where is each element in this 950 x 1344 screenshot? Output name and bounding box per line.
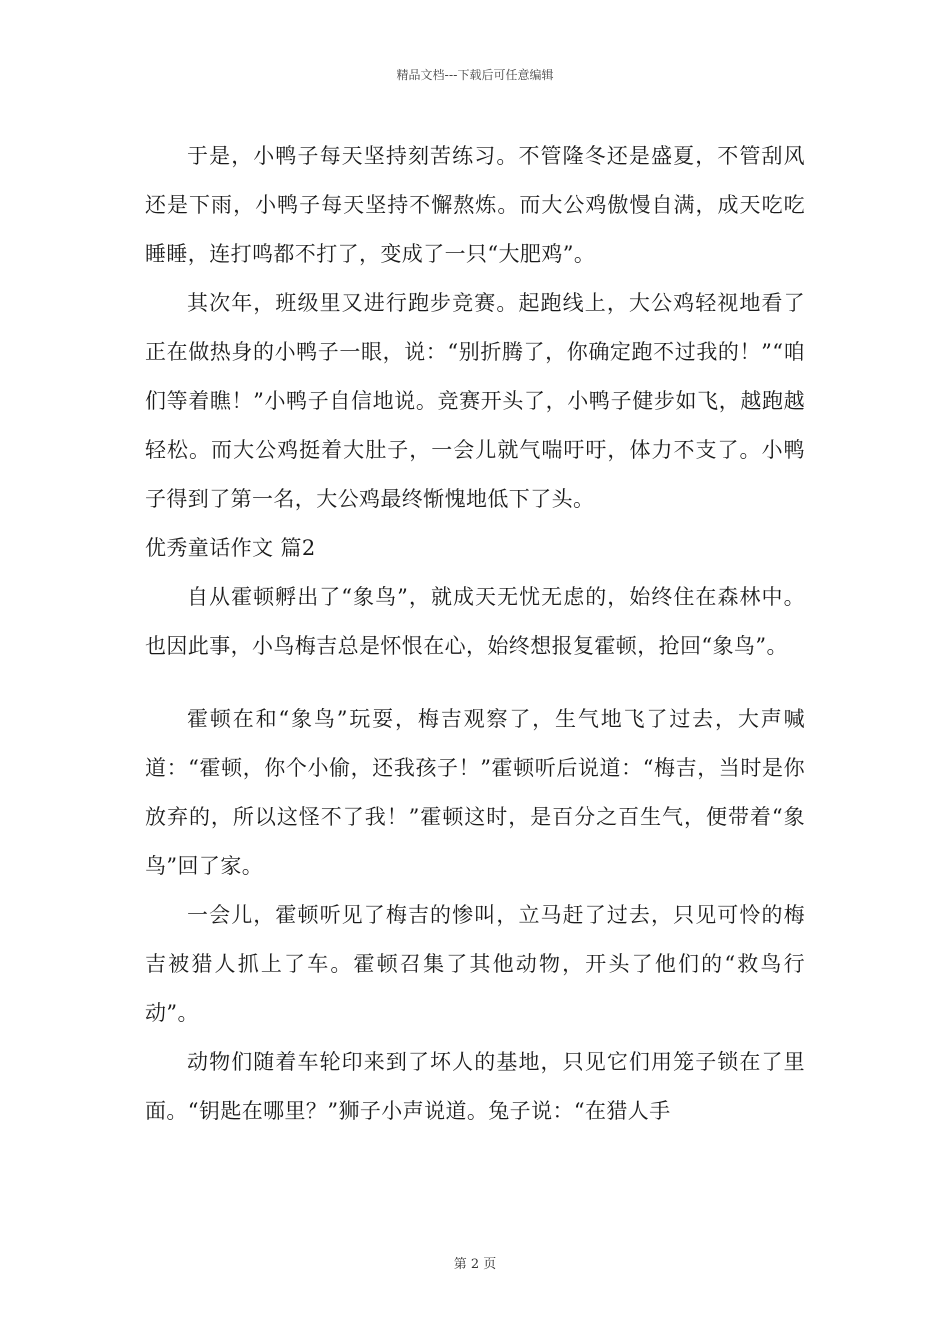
section-title: 优秀童话作文 篇2 xyxy=(145,536,316,560)
document-body xyxy=(145,132,805,1136)
paragraph-1: 于是，小鸭子每天坚持刻苦练习。不管隆冬还是盛夏，不管刮风还是下雨，小鸭子每天坚持不懈熬炼。而大公鸡傲慢自满，成天吃吃睡睡，连打鸣都不打了，变成了一只“大肥鸡”。 xyxy=(145,144,805,266)
paragraph-6: 动物们随着车轮印来到了坏人的基地，只见它们用笼子锁在了里面。“钥匙在哪里？”狮子小声说道。兔子说：“在猎人手 xyxy=(145,1050,805,1123)
paragraph-spacer xyxy=(145,671,805,695)
paragraph-2: 其次年，班级里又进行跑步竞赛。起跑线上，大公鸡轻视地看了正在做热身的小鸭子一眼，说：“别折腾了，你确定跑不过我的！”“咱们等着瞧！”小鸭子自信地说。竞赛开头了，小鸭子健步如飞，越跑越轻松。而大公鸡挺着大肚子，一会儿就气喘吁吁，体力不支了。小鸭子得到了第一名，大公鸡最终惭愧地低下了头。 xyxy=(145,291,805,511)
page-header: 精品文档---下载后可任意编辑 xyxy=(396,68,554,82)
paragraph-4: 霍顿在和“象鸟”玩耍，梅吉观察了，生气地飞了过去，大声喊道：“霍顿，你个小偷，还我孩子！”霍顿听后说道：“梅吉，当时是你放弃的，所以这怪不了我！”霍顿这时，是百分之百生气，便带着“象鸟”回了家。 xyxy=(145,707,805,878)
paragraph-5: 一会儿，霍顿听见了梅吉的惨叫，立马赶了过去，只见可怜的梅吉被猎人抓上了车。霍顿召集了其他动物，开头了他们的“救鸟行动”。 xyxy=(145,903,805,1025)
page-number: 第 2 页 xyxy=(453,1257,497,1272)
paragraph-3: 自从霍顿孵出了“象鸟”，就成天无忧无虑的，始终住在森林中。也因此事，小鸟梅吉总是怀恨在心，始终想报复霍顿，抢回“象鸟”。 xyxy=(145,585,805,658)
